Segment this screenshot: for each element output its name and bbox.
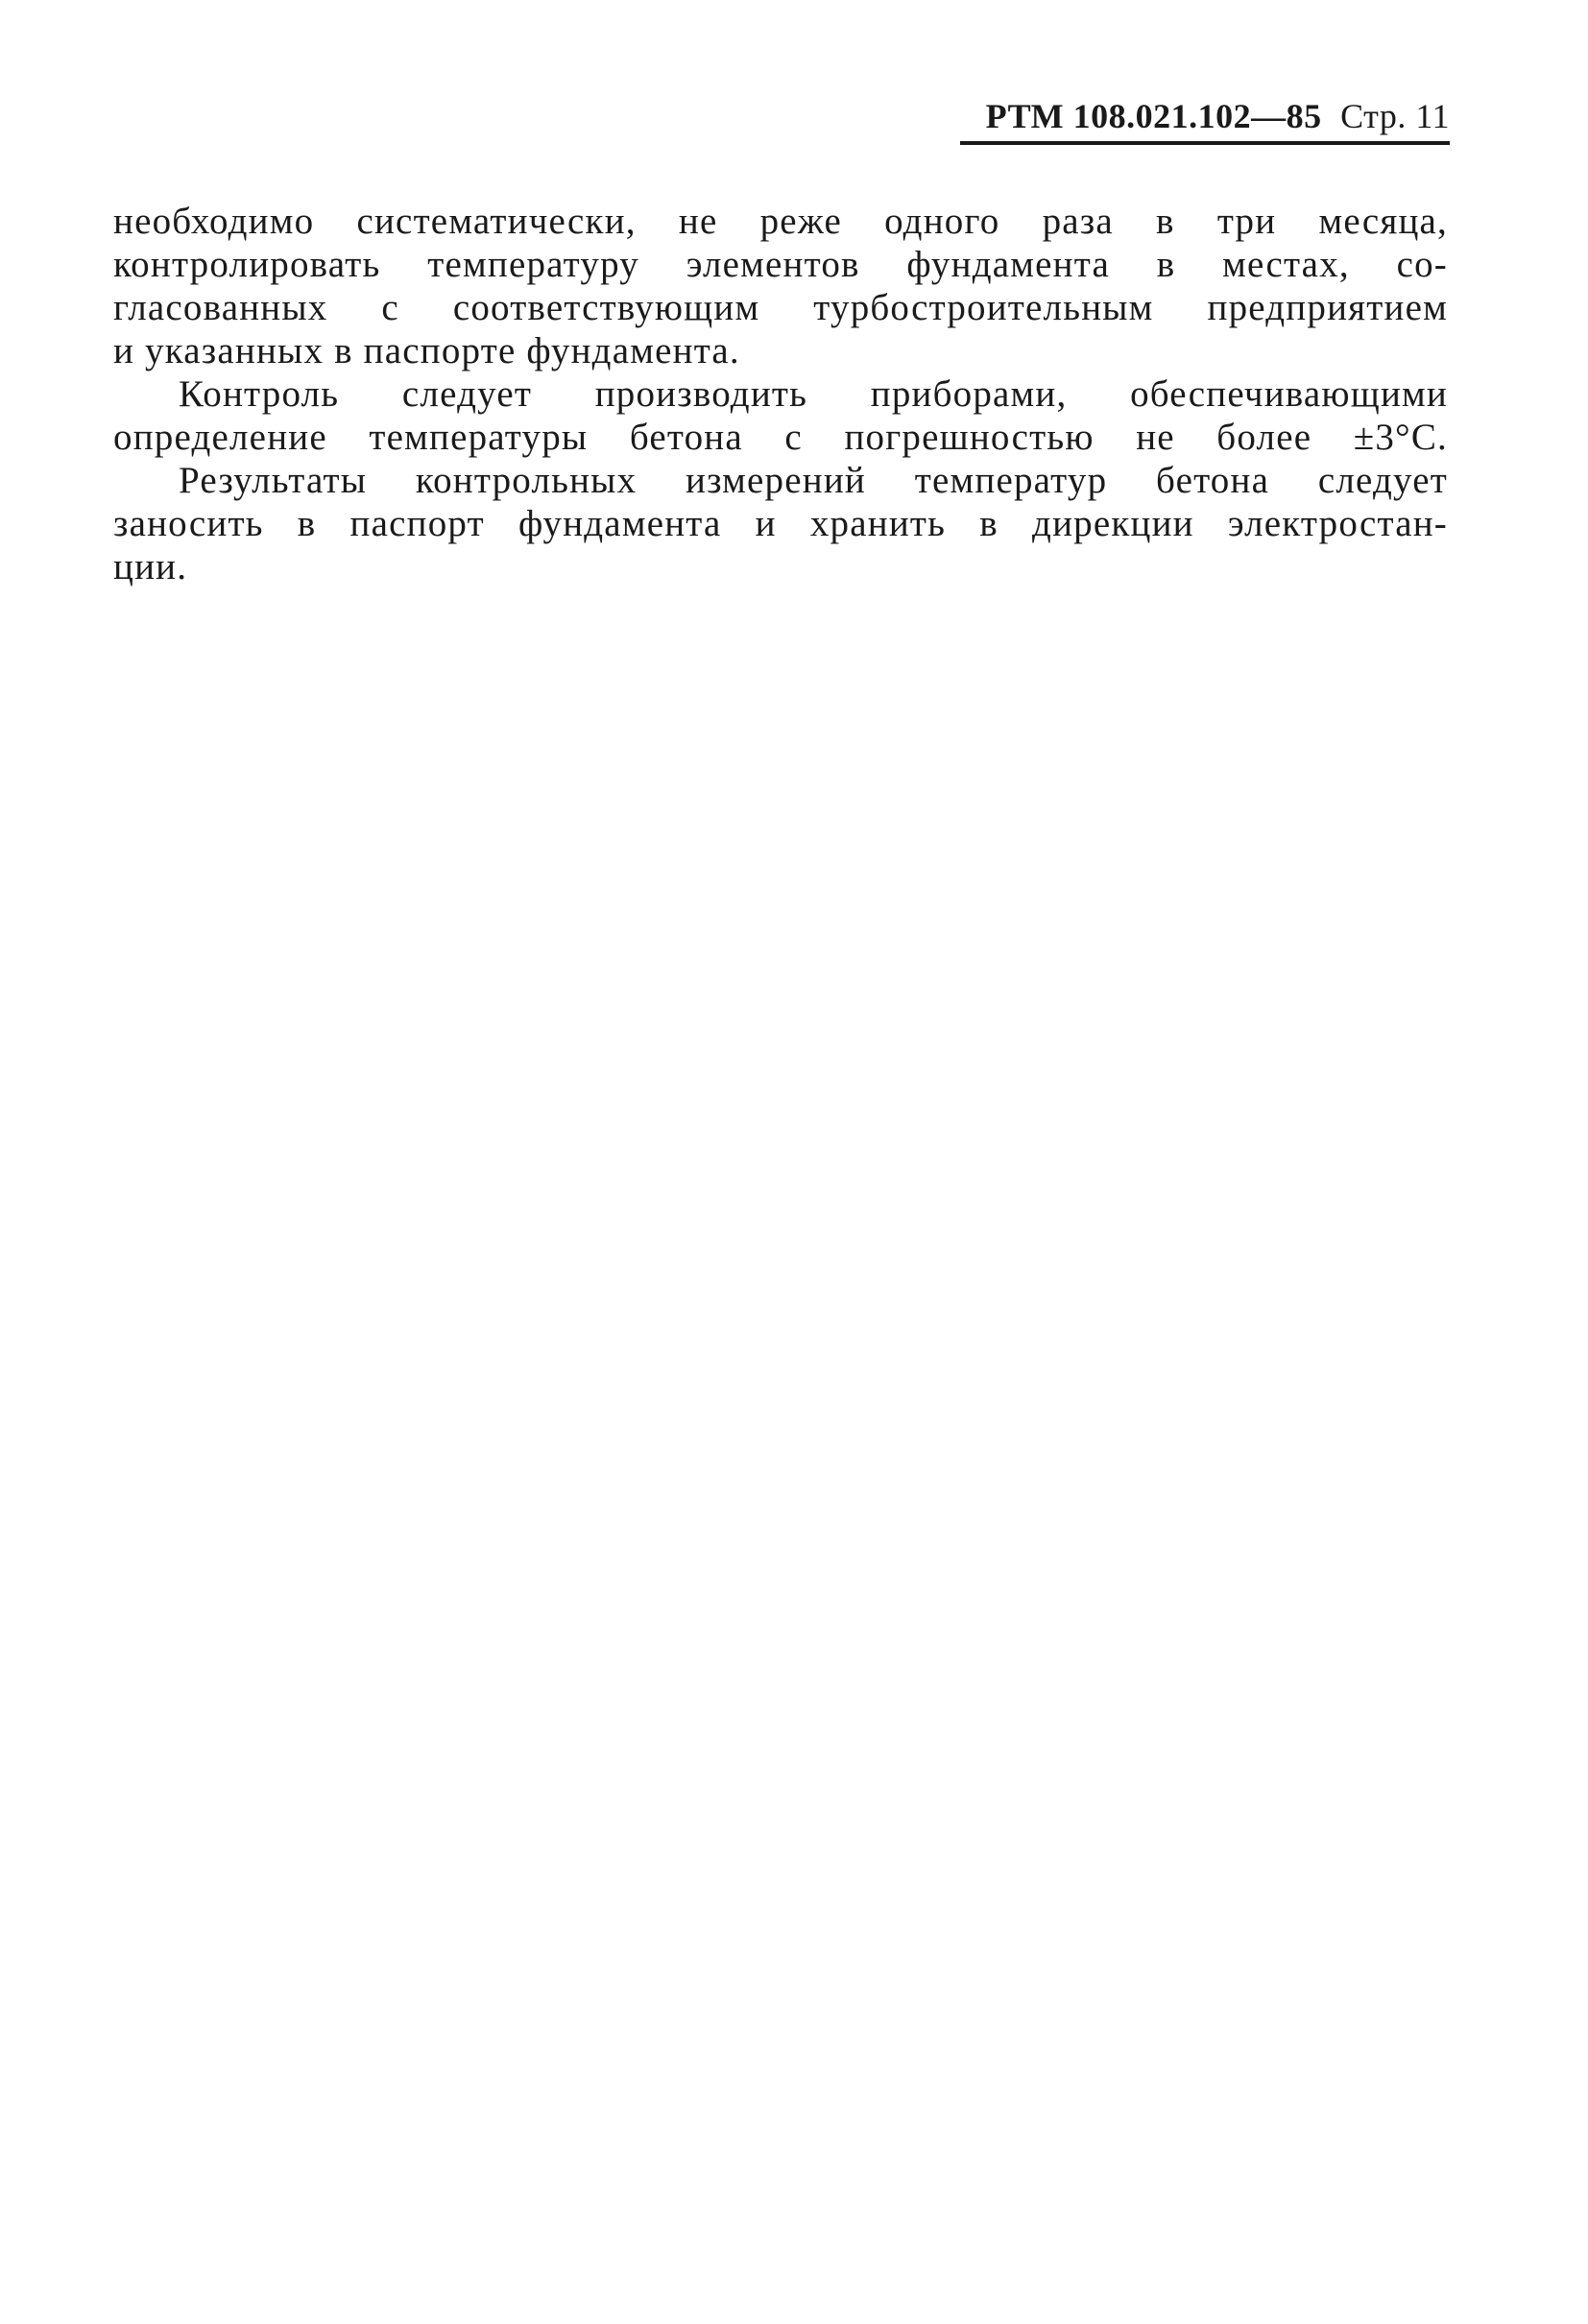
paragraph-line: Контроль следует производить приборами, обеспечивающими <box>179 373 1448 415</box>
paragraph-3 <box>113 459 1448 588</box>
page-number: Стр. 11 <box>1340 97 1450 135</box>
paragraph-line: Результаты контрольных измерений температур бетона следует <box>179 460 1448 501</box>
paragraph-line: и указанных в паспорте фундамента. <box>113 330 740 371</box>
page-header <box>960 96 1450 145</box>
paragraph-2 <box>113 372 1448 459</box>
paragraph-line: заносить в паспорт фундамента и хранить в дирекции электростан- <box>113 503 1448 544</box>
body-text <box>113 200 1448 588</box>
paragraph-line: определение температуры бетона с погрешностью не более ±3°С. <box>113 417 1448 458</box>
paragraph-line: ции. <box>113 546 188 587</box>
document-code: РТМ 108.021.102—85 <box>985 97 1322 135</box>
paragraph-line: контролировать температуру элементов фундамента в местах, со- <box>113 244 1448 285</box>
paragraph-line: гласованных с соответствующим турбостроительным предприятием <box>113 287 1448 328</box>
paragraph-line: необходимо систематически, не реже одного раза в три месяца, <box>113 201 1448 242</box>
paragraph-1 <box>113 200 1448 372</box>
